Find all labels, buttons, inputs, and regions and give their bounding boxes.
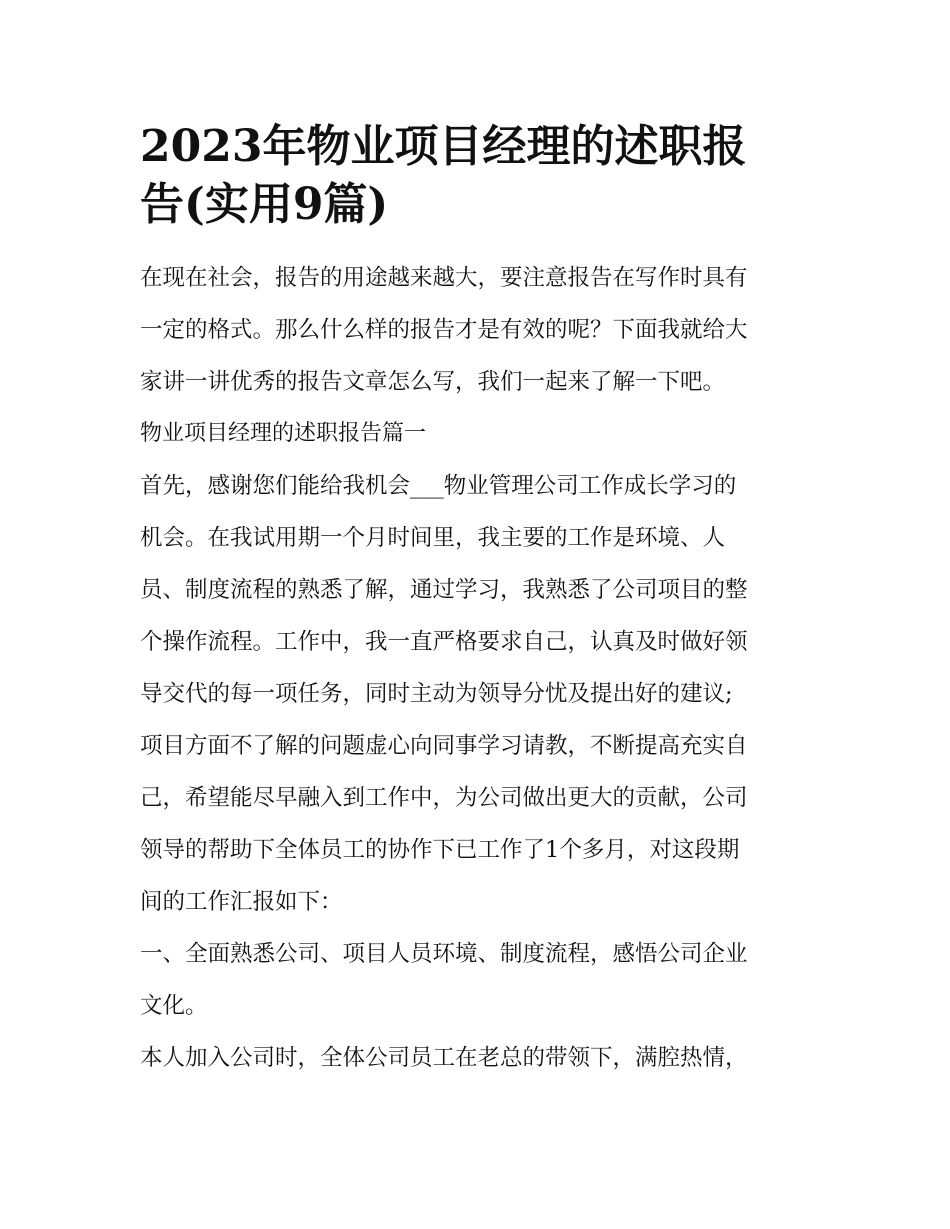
intro-line-2: 一定的格式。那么什么样的报告才是有效的呢？下面我就给大	[140, 317, 748, 343]
body-line-1: 首先，感谢您们能给我机会___物业管理公司工作成长学习的	[140, 473, 737, 499]
body-line-4: 个操作流程。工作中，我一直严格要求自己，认真及时做好领	[140, 629, 748, 655]
title-line-2: 告(实用9篇)	[140, 179, 389, 230]
point-one-line-1: 一、全面熟悉公司、项目人员环境、制度流程，感悟公司企业	[140, 941, 748, 967]
section-heading: 物业项目经理的述职报告篇一	[140, 421, 427, 446]
body-line-6: 项目方面不了解的问题虚心向同事学习请教，不断提高充实自	[140, 733, 748, 759]
intro-line-1: 在现在社会，报告的用途越来越大，要注意报告在写作时具有	[140, 265, 748, 291]
closing-paragraph	[140, 1032, 812, 1084]
body-line-7: 己，希望能尽早融入到工作中，为公司做出更大的贡献，公司	[140, 785, 748, 811]
document-page	[140, 118, 812, 1084]
body-line-9: 间的工作汇报如下：	[140, 889, 343, 915]
intro-line-3: 家讲一讲优秀的报告文章怎么写，我们一起来了解一下吧。	[140, 369, 726, 395]
body-line-8: 领导的帮助下全体员工的协作下已工作了1个多月，对这段期	[140, 837, 740, 863]
point-one-paragraph	[140, 928, 812, 1032]
intro-paragraph	[140, 252, 812, 408]
document-title	[140, 118, 812, 234]
closing-line-1: 本人加入公司时，全体公司员工在老总的带领下，满腔热情，	[140, 1045, 748, 1071]
body-line-2: 机会。在我试用期一个月时间里，我主要的工作是环境、人	[140, 525, 726, 551]
body-line-5: 导交代的每一项任务，同时主动为领导分忧及提出好的建议;	[140, 681, 733, 707]
body-paragraph	[140, 460, 812, 928]
point-one-line-2: 文化。	[140, 993, 208, 1019]
body-line-3: 员、制度流程的熟悉了解，通过学习，我熟悉了公司项目的整	[140, 577, 748, 603]
title-line-1: 2023年物业项目经理的述职报	[140, 121, 747, 172]
